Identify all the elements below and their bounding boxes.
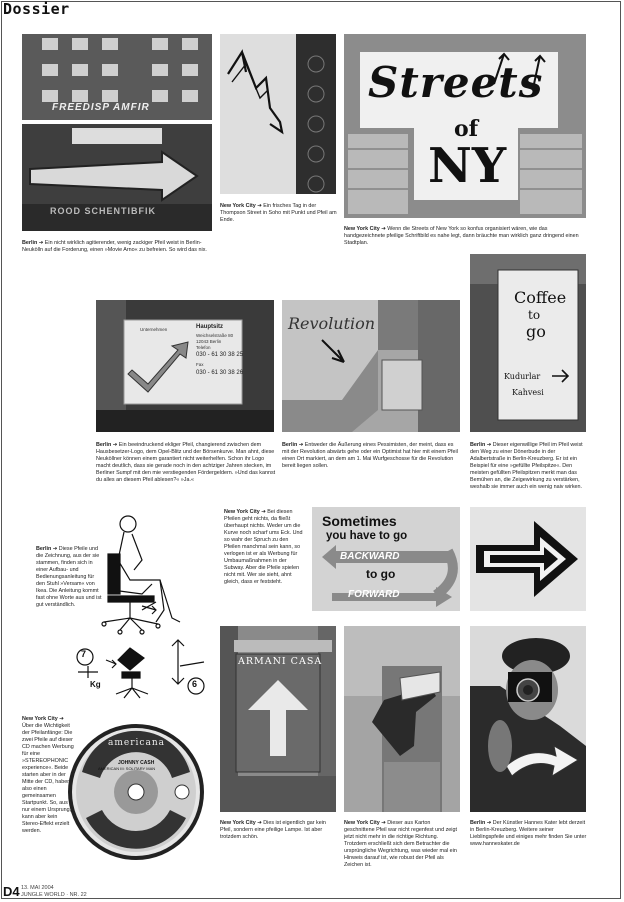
page-title: Dossier (3, 0, 70, 18)
photo-big-arrow (470, 507, 586, 611)
footer-issue: JUNGLE WORLD · NR. 22 (21, 891, 87, 898)
photo-artist-camera (470, 626, 586, 812)
revolution-text: Revolution (288, 314, 376, 333)
chair-label-kg: Kg (90, 680, 101, 689)
sign-line1: Weichselstraße 80 (196, 333, 234, 338)
photo-thompson-street-tag (220, 34, 336, 194)
cd-title: JOHNNY CASH (118, 760, 155, 766)
photo-berlin-graffiti-arrow (22, 34, 212, 231)
photo-coffee-to-go-art (470, 254, 586, 432)
sign-title: Hauptsitz (196, 324, 223, 330)
photo-coffee-to-go (470, 254, 586, 432)
sometimes-line1: Sometimes (322, 513, 397, 529)
coffee-line2: to (528, 308, 541, 322)
photo-artist-camera-art (470, 626, 586, 812)
photo-armani-casa-art (220, 626, 336, 812)
photo-cardboard-arrow-art (344, 626, 460, 812)
caption-nyc-thompson: New York City ➔ Ein frisches Tag in der Thompson Street in Soho mit Punkt und Pfeil am Ende. (220, 203, 337, 223)
sometimes-line5: FORWARD (348, 589, 400, 600)
streets-sign-line1: Streets (368, 58, 544, 107)
photo-sometimes-sign (312, 507, 460, 611)
photo-armani-casa (220, 626, 336, 812)
sign-line2: 12043 Berlin (196, 339, 222, 344)
sometimes-line4: to go (366, 567, 396, 581)
caption-berlin-coffee: Berlin ➔ Dieser eigenwillige Pfeil im Pfeil weist den Weg zu einer Dönerbude in der Adalbertstraße in Berlin-Kreuzberg. Er ist ein Beispiel für eine »gefüllte Pfeilspitze«. Den meisten gefüllten Pfeilspitzen merkt man das Bemühen an, die Zeigewirkung zu verstärken, weshalb sie immer auch ein wenig naiv wirken. (470, 442, 583, 490)
photo-revolution-wall (282, 300, 460, 432)
caption-nyc-subway: New York City ➔ Bei diesen Pfeilen geht nichts, da fließt überhaupt nichts. Weder um die Kurve noch scharf ums Eck. Und so wahr der Spruch zu den Pfeilen manchmal sein kann, so verlogen ist er als Werbung für Umbaumaßnahmen in der Subway. Aber die Pfeile spielen nicht mit. Wer sie sieht, ahnt gleich, dass er feststeht. (224, 509, 303, 585)
caption-berlin-chair: Berlin ➔ Diese Pfeile und die Zeichnung, aus der sie stammen, finden sich in einer Aufbau- und Bedienungsanleitung für den Stuhl »Versam« von Ikea. Die Anleitung kommt fast ohne Worte aus und ist gut verständlich. (36, 546, 102, 608)
coffee-line3: go (526, 322, 546, 341)
photo-berlin-graffiti-arrow-art (22, 34, 212, 231)
caption-berlin-artist: Berlin ➔ Der Künstler Hannes Kater lebt derzeit in Berlin-Kreuzberg. Weitere seiner Lieblingspfeile und einiges mehr finden Sie unter www.hanneskater.de (470, 820, 587, 847)
caption-berlin-1: Berlin ➔ Ein nicht wirklich agitierender, wenig zackiger Pfeil weist in Berlin-Neukölln auf die Forderung, einen »Movie Arno« zu befreien. So wird das nix. (22, 240, 207, 253)
photo-cd (62, 722, 212, 862)
photo-cardboard-arrow (344, 626, 460, 812)
caption-berlin-revolution: Berlin ➔ Entweder die Äußerung eines Pessimisten, der meint, dass es mit der Revolution abwärts gehe oder ein Optimist hat hier mit einem Pfeil einen Ort markiert, an dem am 1. Mai Wurfgeschosse für die Revolution bereit liegen sollen. (282, 442, 458, 469)
sometimes-line2: you have to go (326, 530, 408, 542)
cd-brand: americana (108, 738, 165, 748)
sometimes-line3: BACKWARD (340, 551, 400, 562)
caption-nyc-streets: New York City ➔ Wenn die Streets of New York so konfus organisiert wären, wie das handgezeichnete pfeilige Schriftbild es nahe legt, dann bräuchte man wirklich ganz dringend einen Stadtplan. (344, 226, 579, 246)
caption-nyc-cd: New York City ➔ Über die Wichtigkeit der Pfeilanfänge: Die zwei Pfeile auf dieser CD machen Werbung für eine »STEREOPHONIC experience«. Beide starten aber in der Mitte der CD, haben also einen gemeinsamen Startpunkt. So, aus nur einem Ursprung, kann aber kein Stereo-Effekt erzielt werden. (22, 716, 74, 834)
sign-company: Unternehmen (140, 327, 168, 332)
photo-streets-of-ny (344, 34, 586, 218)
footer-info (21, 885, 87, 898)
chair-number-6: 6 (192, 679, 198, 689)
page-number: D4 (3, 884, 20, 899)
caption-nyc-lamp: New York City ➔ Dies ist eigentlich gar kein Pfeil, sondern eine pfeilige Lampe. Ist aber trotzdem schön. (220, 820, 326, 840)
armani-text: ARMANI CASA (238, 656, 323, 667)
photo-big-arrow-art (470, 507, 586, 611)
photo-company-sign-art (96, 300, 274, 432)
caption-nyc-cardboard: New York City ➔ Dieser aus Karton geschnittene Pfeil war nicht regenfest und zeigt jetzt nicht mehr in die richtige Richtung. Trotzdem erschließt sich dem Betrachter die ursprüngliche Wegrichtung, was wieder mal ein Hinweis darauf ist, wie robust der Pfeil als Zeichen ist. (344, 820, 457, 868)
streets-sign-line2: of (454, 116, 479, 142)
graffiti-text-bottom: ROOD SCHENTIBFIK (50, 206, 156, 216)
sign-line6: 030 - 61 30 38 26 (196, 370, 244, 376)
graffiti-text-top: FREEDISP AMFIR (52, 102, 150, 113)
photo-thompson-street-tag-art (220, 34, 336, 194)
coffee-line5: Kahvesi (512, 388, 544, 397)
coffee-line1: Coffee (514, 288, 567, 307)
coffee-line4: Kudurlar (504, 372, 541, 381)
cd-subtitle: AMERICAN III: SOLITARY MAN (98, 766, 156, 771)
streets-sign-line3: NY (428, 138, 507, 194)
chair-number-7: 7 (81, 649, 87, 659)
sign-line4: 030 - 61 30 38 25 (196, 352, 244, 358)
photo-company-sign (96, 300, 274, 432)
footer-date: 13. MAI 2004 (21, 885, 54, 891)
caption-berlin-company: Berlin ➔ Ein beeindruckend ekliger Pfeil, changierend zwischen dem Hausbesetzer-Logo, dem Opel-Blitz und der Börsenkurve. Man ahnt, diese Neuköllner können einem garantiert nicht weiterhelfen. Schon ihr Logo macht deutlich, dass sie gerade noch in den achtziger Jahren stecken, im Berliner Sumpf mit den mie verstiegenden Fördergeldern. »Und das kannst du alles an diesem Pfeil ablesen?« »Ja.« (96, 442, 276, 483)
sign-line5: Fax (196, 362, 204, 367)
sign-line3: Telefon (196, 345, 211, 350)
